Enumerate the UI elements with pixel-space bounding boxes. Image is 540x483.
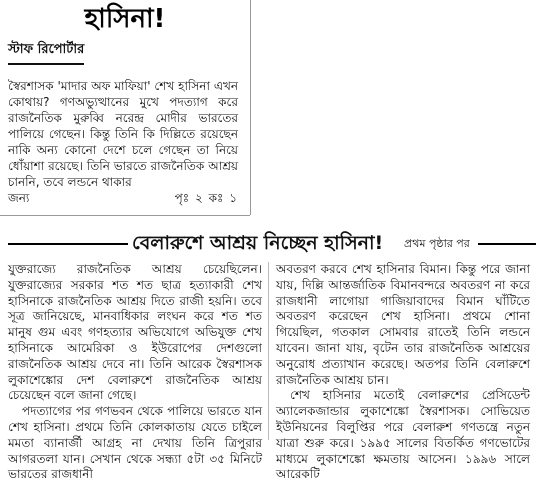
paragraph: শেখ হাসিনার মতোই বেলারুশের প্রেসিডেন্ট অ্যালেকজান্ডার লুকাশেঙ্কো স্বৈরশাসক। সোভিয়েত ইউনিয়নের বিলুপ্তির পরে বেলারুশ গণতন্ত্রে নতুন যাত্রা শুরু করে। ১৯৯৫ সালের বিতর্কিত গণভোটের মাধ্যমে লুকাশেঙ্কো ক্ষমতায় আসেন। ১৯৯৬ সালে আরেকটি xyxy=(276,388,530,482)
byline: স্টাফ রিপোর্টার xyxy=(8,40,84,65)
article-column-right xyxy=(276,262,530,482)
top-story-headline: হাসিনা! xyxy=(84,4,166,34)
continued-reference: পৃঃ ২ কঃ ১ xyxy=(174,191,238,205)
article-column-left xyxy=(8,262,262,482)
from-first-page-label: প্রথম পৃষ্ঠার পর xyxy=(404,237,470,250)
paragraph: পদত্যাগের পর গণভবন থেকে পালিয়ে ভারতে যান শেখ হাসিনা। প্রথমে তিনি কোলকাতায় যেতে চাইলে মমতা ব্যানার্জী আগ্রহ না দেখায় তিনি ত্রিপুরার আগরতলা যান। সেখান থেকে সন্ধ্যা ৫টা ৩৫ মিনিটে ভারতের রাজধানী xyxy=(8,404,262,482)
continuation-header xyxy=(0,230,540,258)
header-rule-right xyxy=(478,243,536,245)
header-rule-left xyxy=(8,243,128,245)
section-horizontal-rule xyxy=(0,215,250,216)
column-vertical-rule xyxy=(250,0,251,215)
continued-line xyxy=(8,190,238,210)
column-divider xyxy=(268,262,269,440)
continuation-title: বেলারুশে আশ্রয় নিচ্ছেন হাসিনা! xyxy=(132,232,384,254)
paragraph: অবতরণ করবে শেখ হাসিনার বিমান। কিন্তু পরে জানা যায়, দিল্লি আন্তর্জাতিক বিমানবন্দরে অবতরণ না করে রাজধানী লাগোয়া গাজিয়াবাদের বিমান ঘাঁটিতে অবতরণ করেছেন শেখ হাসিনা। প্রথমে শোনা গিয়েছিল, গতকাল সোমবার রাতেই তিনি লন্ডনে যাবেন। জানা যায়, বৃটেন তার রাজনৈতিক আশ্রয়ের অনুরোধ প্রত্যাখান করেছে। অতপর তিনি বেলারুশে রাজনৈতিক আশ্রয় চান। xyxy=(276,262,530,387)
lead-paragraph: স্বৈরশাসক 'মাদার অফ মাফিয়া' শেখ হাসিনা এখন কোথায়? গণঅভ্যুত্থানের মুখে পদত্যাগ করে রাজনৈতিক মুরুব্বি নরেন্দ্র মোদীর ভারতের পালিয়ে গেছেন। কিন্তু তিনি কি দিল্লিতে রয়েছেন নাকি অন্য কোনো দেশে চলে গেছেন তা নিয়ে ধোঁয়াশা রয়েছে। তিনি ভারতে রাজনৈতিক আশ্রয় চাননি, তবে লন্ডনে থাকার xyxy=(8,79,238,189)
paragraph: যুক্তরাজ্যে রাজনৈতিক আশ্রয় চেয়েছিলেন। যুক্তরাজ্যের সরকার শত শত ছাত্র হত্যাকারী শেখ হাসিনাকে রাজনৈতিক আশ্রয় দিতে রাজী হয়নি। তবে সূত্র জানিয়েছে, মানবাধিকার লংঘন করে শত শত মানুষ গুম এবং গণহত্যার অভিযোগে অভিযুক্ত শেখ হাসিনাকে আমেরিকা ও ইউরোপের দেশগুলো রাজনৈতিক আশ্রয় দেবে না। তিনি আরেক স্বৈরশাসক লুকাশেঙ্কোর দেশ বেলারুশে রাজনৈতিক আশ্রয় চেয়েছেন বলে জানা গেছে। xyxy=(8,262,262,403)
lead-last-word: জন্য xyxy=(8,191,30,205)
cut-off-headline-fragment xyxy=(0,0,250,2)
